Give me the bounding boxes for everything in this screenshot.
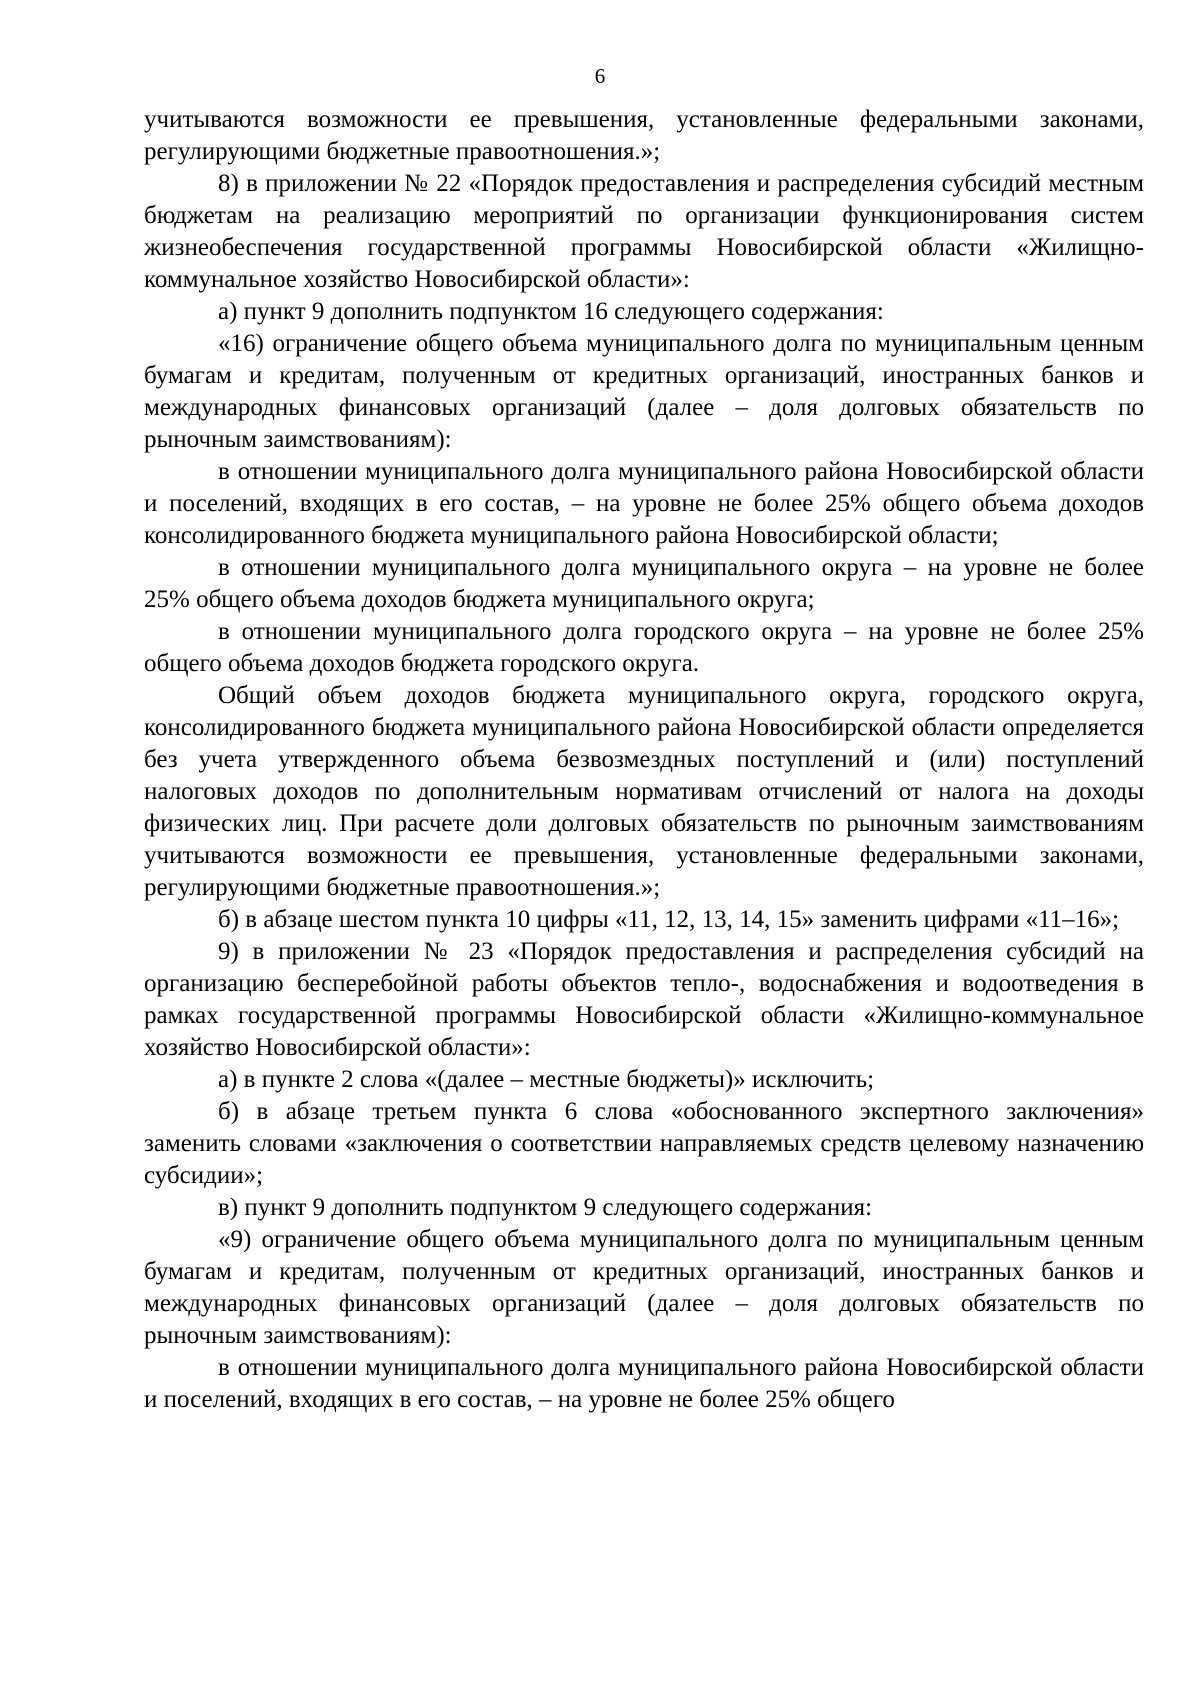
document-body — [144, 104, 1144, 1416]
paragraph-subitem-9: «9) ограничение общего объема муниципального долга по муниципальным ценным бумагам и кредитам, полученным от кредитных организаций, иностранных банков и международных финансовых организаций (далее – доля долговых обязательств по рыночным заимствованиям): — [144, 1226, 1144, 1349]
paragraph-item-9b: б) в абзаце третьем пункта 6 слова «обоснованного экспертного заключения» заменить словами «заключения о соответствии направляемых средств целевому назначению субсидии»; — [144, 1098, 1144, 1189]
paragraph-item-9: 9) в приложении № 23 «Порядок предоставления и распределения субсидий на организацию бесперебойной работы объектов тепло-, водоснабжения и водоотведения в рамках государственной программы Новосибирской области «Жилищно-коммунальное хозяйство Новосибирской области»: — [144, 938, 1144, 1061]
paragraph-subitem-16: «16) ограничение общего объема муниципального долга по муниципальным ценным бумагам и кредитам, полученным от кредитных организаций, иностранных банков и международных финансовых организаций (далее – доля долговых обязательств по рыночным заимствованиям): — [144, 330, 1144, 453]
paragraph-item-8: 8) в приложении № 22 «Порядок предоставления и распределения субсидий местным бюджетам на реализацию мероприятий по организации функционирования систем жизнеобеспечения государственной программы Новосибирской области «Жилищно-коммунальное хозяйство Новосибирской области»: — [144, 170, 1144, 293]
paragraph-municipal-okrug-debt: в отношении муниципального долга муниципального округа – на уровне не более 25% общего объема доходов бюджета муниципального округа; — [144, 554, 1144, 613]
paragraph-district-debt-2: в отношении муниципального долга муниципального района Новосибирской области и поселений, входящих в его состав, – на уровне не более 25% общего — [144, 1354, 1144, 1413]
paragraph-item-9a: а) в пункте 2 слова «(далее – местные бюджеты)» исключить; — [218, 1066, 875, 1093]
paragraph-city-okrug-debt: в отношении муниципального долга городского округа – на уровне не более 25% общего объема доходов бюджета городского округа. — [144, 618, 1144, 677]
paragraph-total-revenue: Общий объем доходов бюджета муниципального округа, городского округа, консолидированного бюджета муниципального района Новосибирской области определяется без учета утвержденного объема безвозмездных поступлений и (или) поступлений налоговых доходов по дополнительным нормативам отчислений от налога на доходы физических лиц. При расчете доли долговых обязательств по рыночным заимствованиям учитываются возможности ее превышения, установленные федеральными законами, регулирующими бюджетные правоотношения.»; — [144, 682, 1144, 901]
page-number: 6 — [594, 64, 606, 88]
paragraph-item-8b: б) в абзаце шестом пункта 10 цифры «11, 12, 13, 14, 15» заменить цифрами «11–16»; — [218, 906, 1120, 933]
paragraph-item-9v: в) пункт 9 дополнить подпунктом 9 следующего содержания: — [218, 1194, 873, 1221]
paragraph-continuation: учитываются возможности ее превышения, установленные федеральными законами, регулирующими бюджетные правоотношения.»; — [144, 106, 1144, 165]
paragraph-district-debt: в отношении муниципального долга муниципального района Новосибирской области и поселений, входящих в его состав, – на уровне не более 25% общего объема доходов консолидированного бюджета муниципального района Новосибирской области; — [144, 458, 1144, 549]
paragraph-item-8a: а) пункт 9 дополнить подпунктом 16 следующего содержания: — [218, 298, 884, 325]
